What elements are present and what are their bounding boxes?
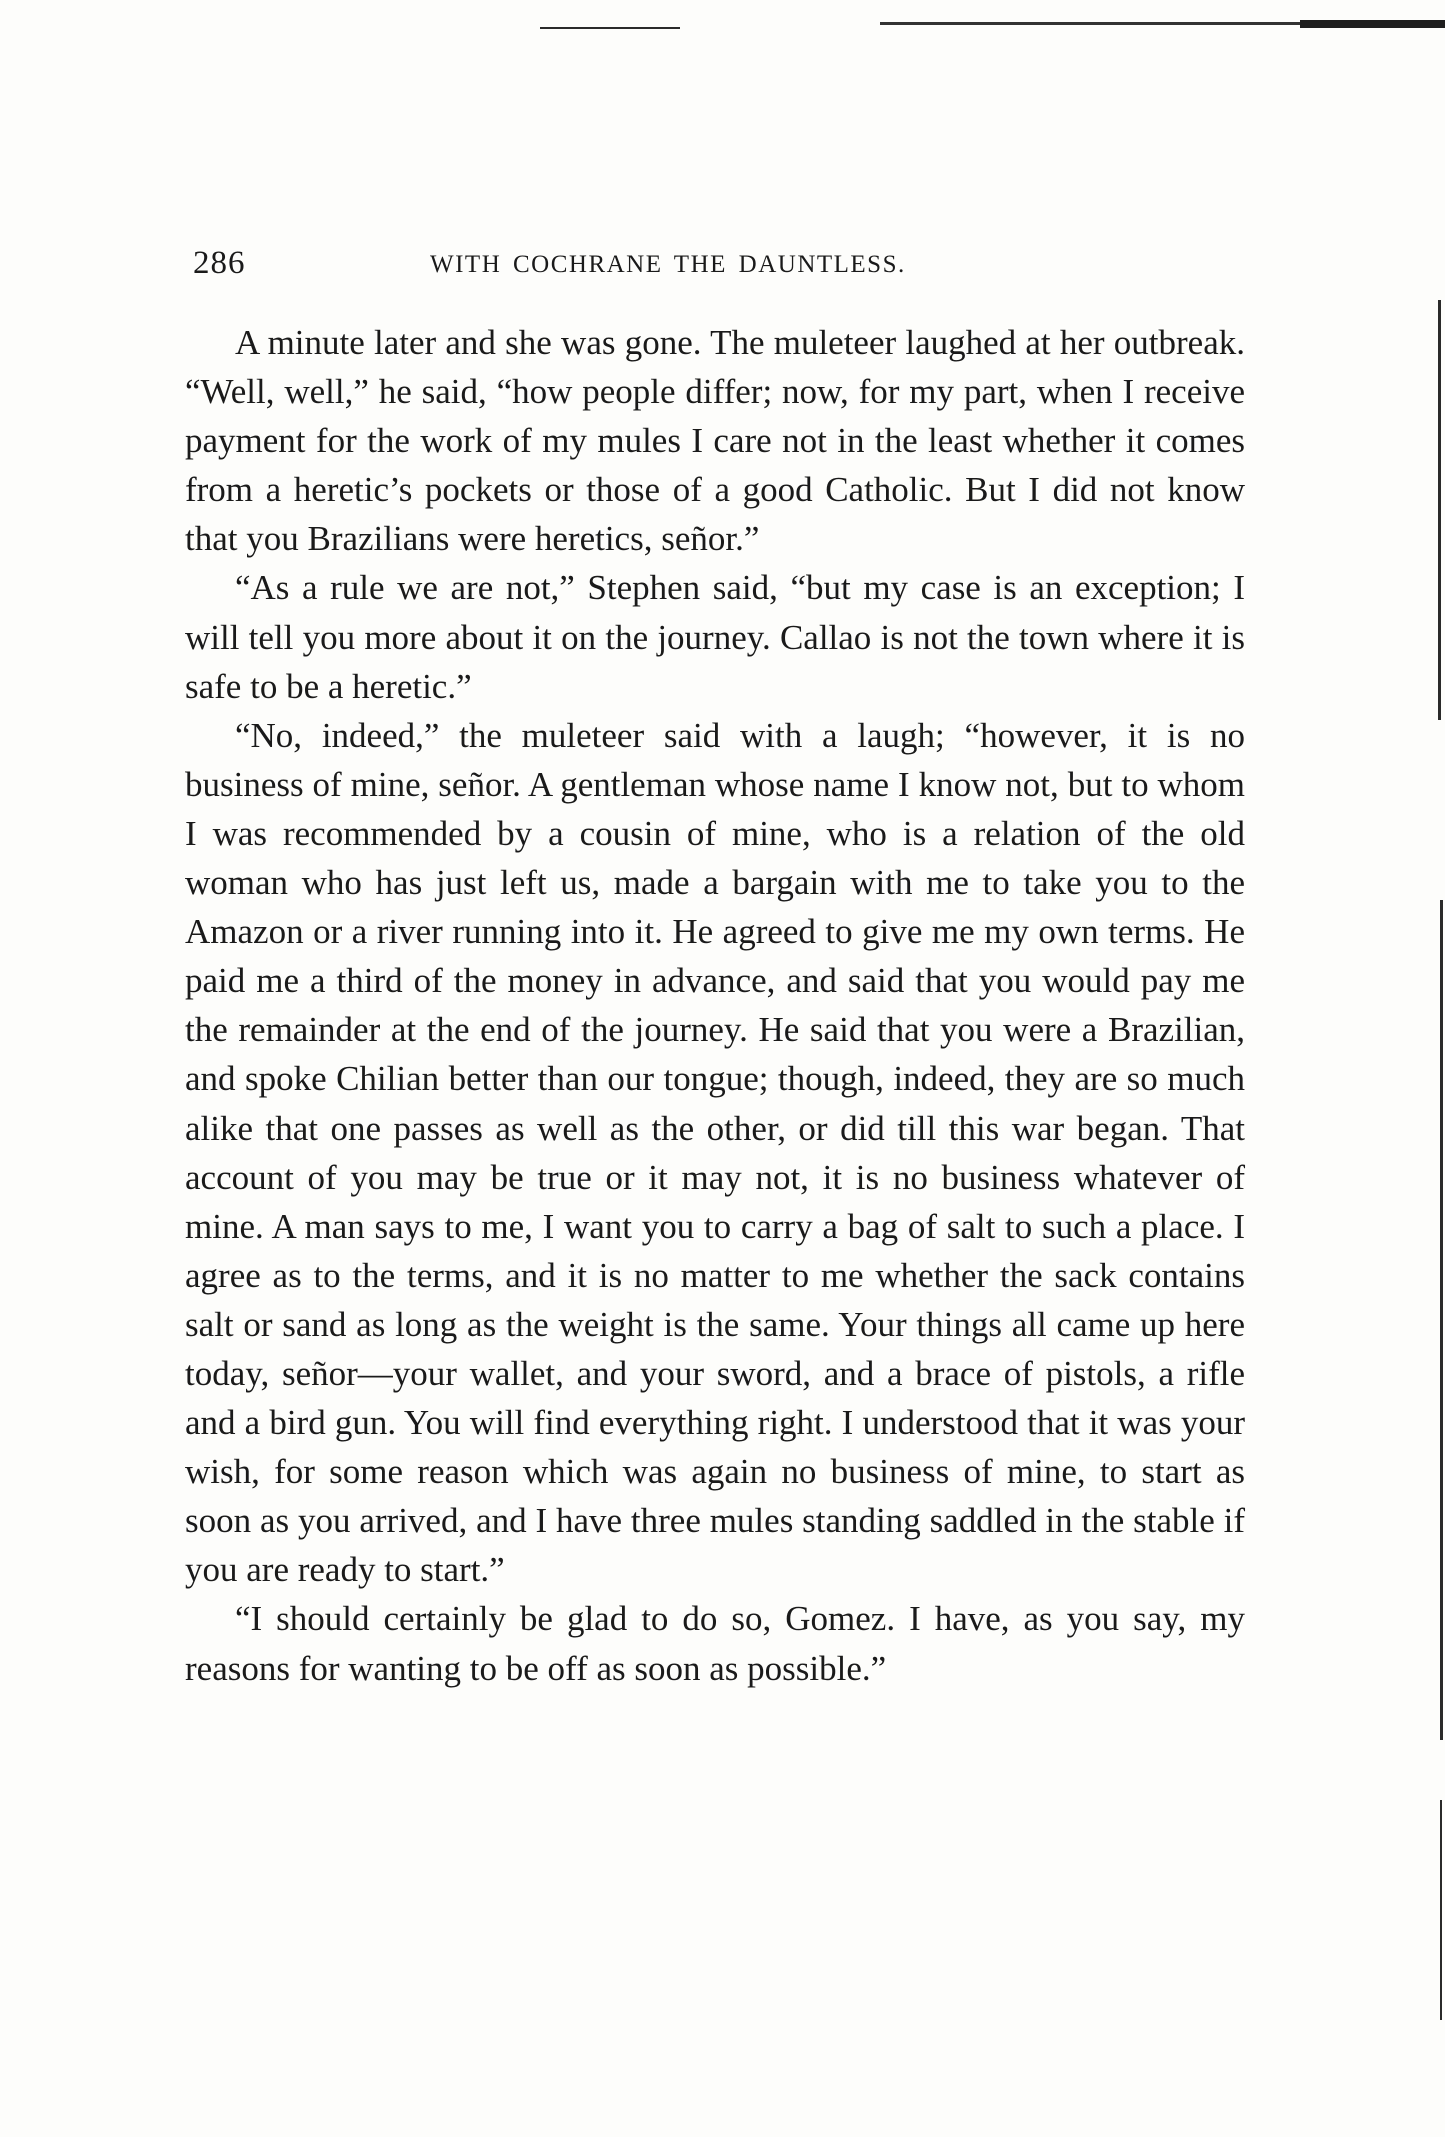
scan-artifact-right-edge	[1440, 1800, 1442, 2020]
paragraph: “I should certainly be glad to do so, Gomez. I have, as you say, my reasons for wanting to be off as soon as possible.”	[185, 1599, 1245, 1688]
page-header	[185, 245, 1245, 285]
scan-artifact-top-corner	[1300, 20, 1445, 28]
paragraph: “As a rule we are not,” Stephen said, “but my case is an exception; I will tell you more about it on the journey. Callao is not the town where it is safe to be a heretic.”	[185, 568, 1245, 706]
scan-artifact-right-edge	[1440, 900, 1443, 1740]
paragraph: A minute later and she was gone. The muleteer laughed at her outbreak. “Well, well,” he said, “how people differ; now, for my part, when I receive payment for the work of my mules I care not in the least whether it comes from a heretic’s pockets or those of a good Catholic. But I did not know that you Brazilians were heretics, señor.”	[185, 323, 1245, 559]
body-text	[185, 318, 1245, 1693]
scan-artifact-top-left	[540, 27, 680, 29]
scan-artifact-right-edge	[1438, 300, 1441, 720]
running-title: WITH COCHRANE THE DAUNTLESS.	[430, 251, 906, 278]
paragraph: “No, indeed,” the muleteer said with a laugh; “however, it is no business of mine, señor. A gentleman whose name I know not, but to whom I was recommended by a cousin of mine, who is a relation of the old woman who has just left us, made a bargain with me to take you to the Amazon or a river running into it. He agreed to give me my own terms. He paid me a third of the money in advance, and said that you would pay me the remainder at the end of the journey. He said that you were a Brazilian, and spoke Chilian better than our tongue; though, indeed, they are so much alike that one passes as well as the other, or did till this war began. That account of you may be true or it may not, it is no business whatever of mine. A man says to me, I want you to carry a bag of salt to such a place. I agree as to the terms, and it is no matter to me whether the sack contains salt or sand as long as the weight is the same. Your things all came up here today, señor—your wallet, and your sword, and a brace of pistols, a rifle and a bird gun. You will find everything right. I understood that it was your wish, for some reason which was again no business of mine, to start as soon as you arrived, and I have three mules standing saddled in the stable if you are ready to start.”	[185, 715, 1245, 1590]
page-number: 286	[193, 245, 246, 281]
